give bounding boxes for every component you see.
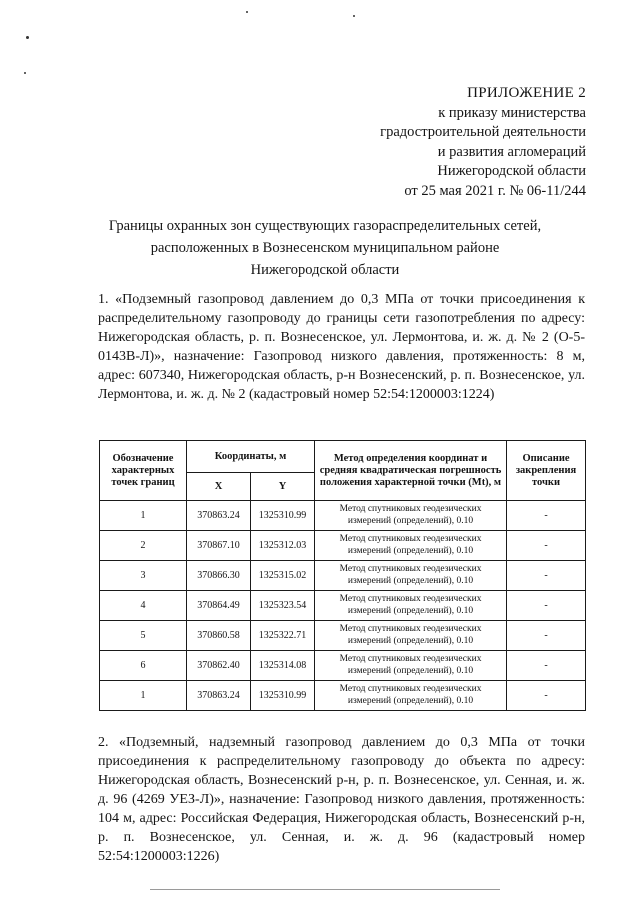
- cell-point: 4: [100, 591, 187, 621]
- table-row: [100, 501, 586, 531]
- cell-y: 1325323.54: [251, 591, 315, 621]
- cell-method: Метод спутниковых геодезических измерений (определений), 0.10: [315, 681, 507, 711]
- cell-description: -: [507, 501, 586, 531]
- title-line: Границы охранных зон существующих газораспределительных сетей,: [108, 218, 542, 234]
- appendix-line: и развития агломераций: [437, 143, 586, 160]
- cell-method: Метод спутниковых геодезических измерений (определений), 0.10: [315, 591, 507, 621]
- cell-y: 1325310.99: [251, 681, 315, 711]
- cell-point: 2: [100, 531, 187, 561]
- header-method: Метод определения координат и средняя квадратическая погрешность положения характерной точки (Mt), м: [315, 441, 507, 501]
- cell-description: -: [507, 681, 586, 711]
- cell-y: 1325314.08: [251, 651, 315, 681]
- cell-y: 1325312.03: [251, 531, 315, 561]
- scan-speck: [246, 11, 248, 13]
- cell-y: 1325315.02: [251, 561, 315, 591]
- appendix-line: градостроительной деятельности: [380, 124, 586, 140]
- table-row: [100, 591, 586, 621]
- cell-x: 370862.40: [187, 651, 251, 681]
- section-2-text: 2. «Подземный, надземный газопровод давлением до 0,3 МПа от точки присоединения к распределительному газопроводу до объекта по адресу: Нижегородская область, Вознесенский р-н, р. п. Вознесенское, ул. Сенная, и. ж. д. 96 (4269 УЕЗ-Л)», назначение: Газопровод низкого давления, протяженность: 104 м, адрес: Российская Федерация, Нижегородская область, Вознесенский р-н, р. п. Вознесенское, ул. Сенная, и. ж. д. 96 (кадастровый номер 52:54:1200003:1226): [98, 735, 585, 864]
- cell-point: 5: [100, 621, 187, 651]
- header-y: Y: [251, 473, 315, 501]
- scan-bottom-edge: [150, 889, 500, 890]
- title-line: Нижегородской области: [250, 262, 400, 278]
- cell-x: 370863.24: [187, 681, 251, 711]
- appendix-line: к приказу министерства: [438, 104, 586, 121]
- appendix-line: от 25 мая 2021 г. № 06-11/244: [404, 182, 586, 199]
- cell-method: Метод спутниковых геодезических измерений (определений), 0.10: [315, 651, 507, 681]
- cell-x: 370866.30: [187, 561, 251, 591]
- cell-method: Метод спутниковых геодезических измерений (определений), 0.10: [315, 561, 507, 591]
- appendix-heading: ПРИЛОЖЕНИЕ 2: [467, 85, 586, 101]
- cell-description: -: [507, 651, 586, 681]
- section-1-text: 1. «Подземный газопровод давлением до 0,3 МПа от точки присоединения к распределительному газопроводу до границы сети газопотребления по адресу: Нижегородская область, р. п. Вознесенское, ул. Лермонтова, и. ж. д. № 2 (О-5-0143В-Л)», назначение: Газопровод низкого давления, протяженность: 8 м, адрес: 607340, Нижегородская область, р-н Вознесенский, р. п. Вознесенское, ул. Лермонтова, и. ж. д. № 2 (кадастровый номер 52:54:1200003:1224): [98, 292, 585, 402]
- header-point: Обозначение характерных точек границ: [100, 441, 187, 501]
- header-coords: Координаты, м: [187, 441, 315, 473]
- coordinates-table: [99, 440, 586, 711]
- header-description: Описание закрепления точки: [507, 441, 586, 501]
- cell-method: Метод спутниковых геодезических измерений (определений), 0.10: [315, 501, 507, 531]
- appendix-block: [380, 84, 586, 201]
- cell-description: -: [507, 591, 586, 621]
- scan-speck: [26, 36, 29, 39]
- document-title: [90, 215, 560, 281]
- cell-y: 1325310.99: [251, 501, 315, 531]
- cell-description: -: [507, 531, 586, 561]
- table-row: [100, 651, 586, 681]
- cell-y: 1325322.71: [251, 621, 315, 651]
- cell-x: 370864.49: [187, 591, 251, 621]
- cell-point: 3: [100, 561, 187, 591]
- cell-x: 370867.10: [187, 531, 251, 561]
- table-row: [100, 561, 586, 591]
- table-row: [100, 681, 586, 711]
- cell-method: Метод спутниковых геодезических измерений (определений), 0.10: [315, 531, 507, 561]
- cell-x: 370863.24: [187, 501, 251, 531]
- cell-description: -: [507, 621, 586, 651]
- cell-description: -: [507, 561, 586, 591]
- cell-point: 1: [100, 681, 187, 711]
- cell-method: Метод спутниковых геодезических измерений (определений), 0.10: [315, 621, 507, 651]
- scan-speck: [353, 15, 355, 17]
- header-x: X: [187, 473, 251, 501]
- table-row: [100, 621, 586, 651]
- cell-point: 6: [100, 651, 187, 681]
- cell-point: 1: [100, 501, 187, 531]
- appendix-line: Нижегородской области: [437, 163, 586, 179]
- title-line: расположенных в Вознесенском муниципальном районе: [150, 240, 500, 256]
- table-row: [100, 531, 586, 561]
- cell-x: 370860.58: [187, 621, 251, 651]
- scan-speck: [24, 72, 26, 74]
